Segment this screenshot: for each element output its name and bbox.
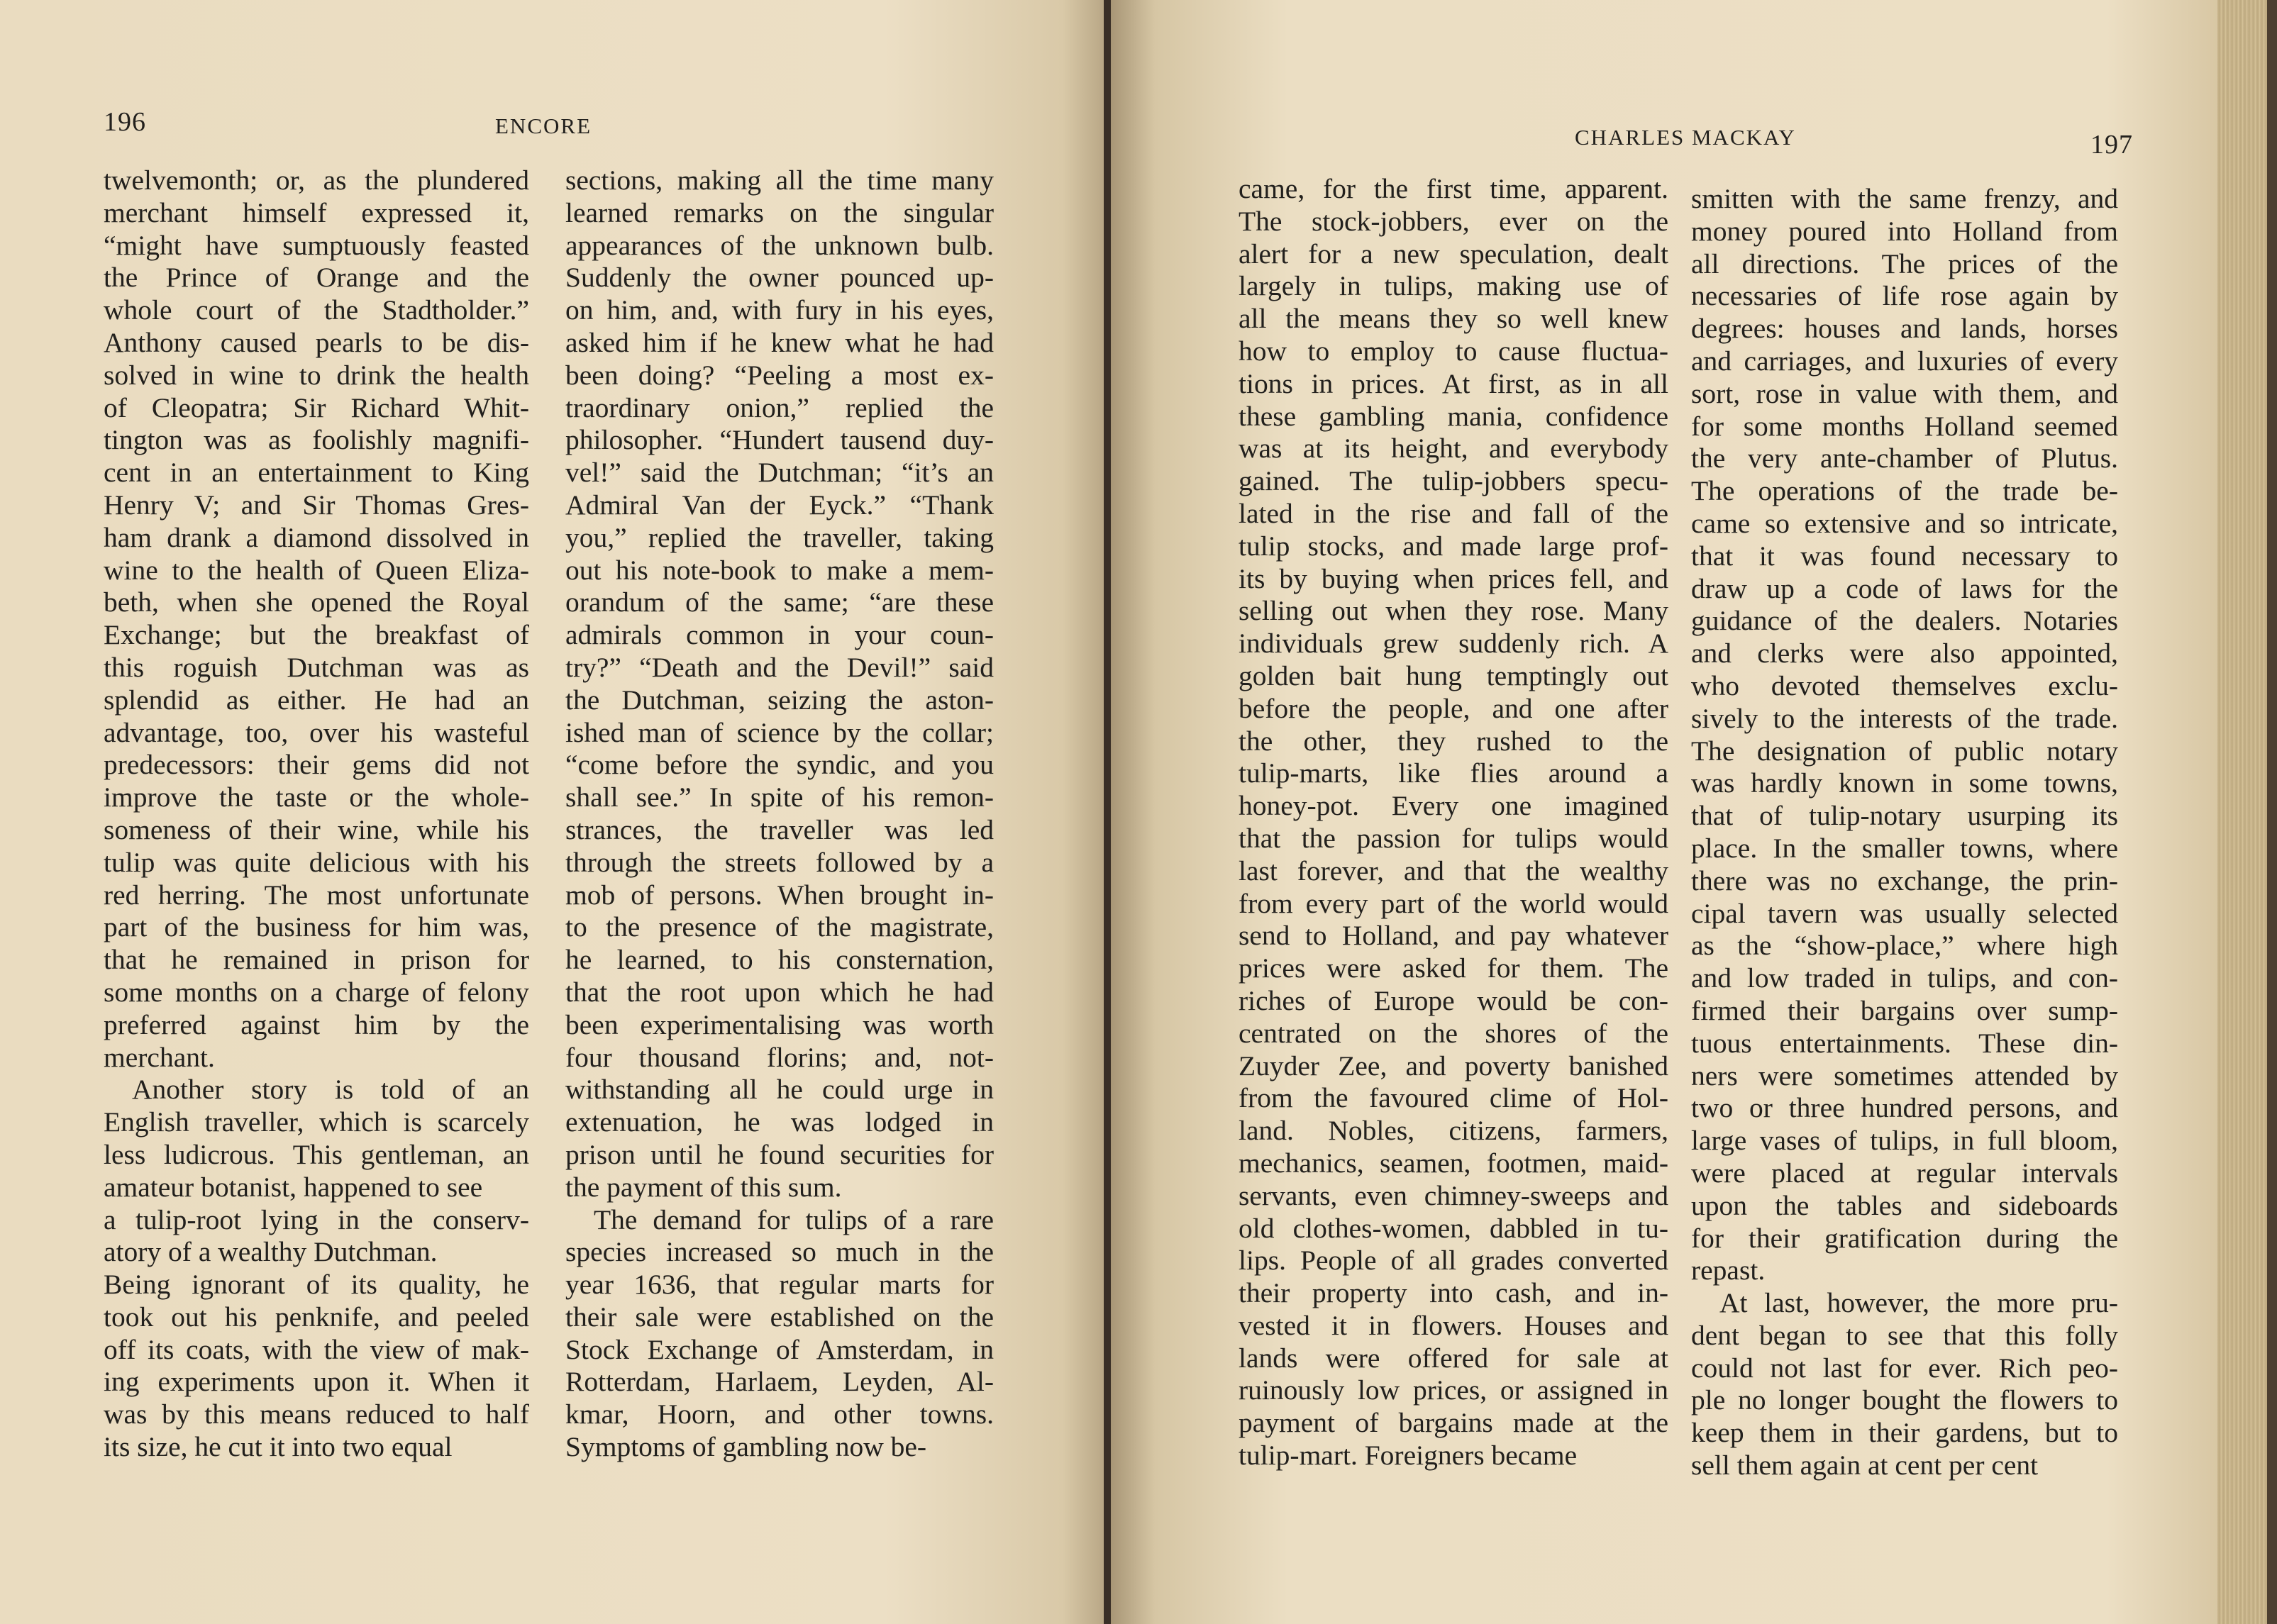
- text-line: ing experiments upon it. When it: [104, 1366, 529, 1398]
- text-line: Exchange; but the breakfast of: [104, 619, 529, 651]
- text-line: atory of a wealthy Dutchman.: [104, 1236, 438, 1268]
- text-line: lated in the rise and fall of the: [1239, 497, 1668, 529]
- text-line: ished man of science by the collar;: [565, 716, 994, 748]
- text-line: land. Nobles, citizens, farmers,: [1239, 1115, 1668, 1147]
- text-line: came so extensive and so intricate,: [1691, 507, 2118, 539]
- text-line: species increased so much in the: [565, 1236, 994, 1268]
- text-line: been experimentalising was worth: [565, 1008, 994, 1040]
- text-line: tions in prices. At first, as in all: [1239, 367, 1668, 399]
- text-line: whole court of the Stadtholder.”: [104, 294, 529, 326]
- text-line: part of the business for him was,: [104, 911, 529, 943]
- text-line: two or three hundred persons, and: [1691, 1092, 2118, 1124]
- text-line: for their gratification during the: [1691, 1222, 2118, 1254]
- text-line: and carriages, and luxuries of every: [1691, 345, 2118, 377]
- text-line: orandum of the same; “are these: [565, 586, 994, 618]
- text-line: Admiral Van der Eyck.” “Thank: [565, 489, 994, 521]
- text-line: golden bait hung temptingly out: [1239, 660, 1668, 691]
- text-line: sections, making all the time many: [565, 165, 994, 196]
- text-line: last forever, and that the wealthy: [1239, 855, 1668, 886]
- text-line: off its coats, with the view of mak-: [104, 1333, 529, 1365]
- text-line: draw up a code of laws for the: [1691, 572, 2118, 604]
- text-line: four thousand florins; and, not-: [565, 1041, 994, 1073]
- right-page: [1111, 0, 2217, 1624]
- text-line: mob of persons. When brought in-: [565, 879, 994, 911]
- text-line: some months on a charge of felony: [104, 976, 529, 1008]
- text-line: lips. People of all grades converted: [1239, 1245, 1668, 1277]
- text-line: before the people, and one after: [1239, 692, 1668, 724]
- text-line: someness of their wine, while his: [104, 813, 529, 845]
- text-line: upon the tables and sideboards: [1691, 1189, 2118, 1221]
- text-line: learned remarks on the singular: [565, 196, 994, 228]
- text-line: vested it in flowers. Houses and: [1239, 1309, 1668, 1341]
- text-line: prices were asked for them. The: [1239, 952, 1668, 984]
- text-line: all directions. The prices of the: [1691, 248, 2118, 279]
- text-line: its size, he cut it into two equal: [104, 1431, 453, 1463]
- text-line: to the presence of the magistrate,: [565, 911, 994, 943]
- text-line: predecessors: their gems did not: [104, 749, 529, 781]
- text-line: who devoted themselves exclu-: [1691, 669, 2118, 701]
- text-line: less ludicrous. This gentleman, an: [104, 1138, 529, 1170]
- text-line: individuals grew suddenly rich. A: [1239, 628, 1668, 660]
- text-line: necessaries of life rose again by: [1691, 280, 2118, 312]
- text-line: smitten with the same frenzy, and: [1691, 183, 2118, 214]
- text-line: the other, they rushed to the: [1239, 725, 1668, 757]
- text-line: admirals common in your coun-: [565, 619, 994, 651]
- text-line: was hardly known in some towns,: [1691, 767, 2118, 799]
- text-line: “might have sumptuously feasted: [104, 229, 529, 261]
- text-line: red herring. The most unfortunate: [104, 879, 529, 911]
- text-line: took out his penknife, and peeled: [104, 1301, 529, 1333]
- text-line: selling out when they rose. Many: [1239, 595, 1668, 627]
- text-line: solved in wine to drink the health: [104, 359, 529, 391]
- left-column-2: [565, 165, 994, 1464]
- text-line: repast.: [1691, 1255, 1766, 1286]
- text-line: firmed their bargains over sump-: [1691, 994, 2118, 1026]
- text-line: place. In the smaller towns, where: [1691, 832, 2118, 864]
- text-line: could not last for ever. Rich peo-: [1691, 1352, 2118, 1384]
- text-line: withstanding all he could urge in: [565, 1074, 994, 1106]
- text-line: that he remained in prison for: [104, 944, 529, 976]
- right-running-head: CHARLES MACKAY: [1575, 125, 1796, 150]
- text-line: for some months Holland seemed: [1691, 410, 2118, 442]
- text-line: degrees: houses and lands, horses: [1691, 313, 2118, 345]
- text-line: been doing? “Peeling a most ex-: [565, 359, 994, 391]
- text-line: kmar, Hoorn, and other towns.: [565, 1398, 994, 1430]
- text-line: cent in an entertainment to King: [104, 457, 529, 489]
- text-line: the Dutchman, seizing the aston-: [565, 684, 994, 716]
- text-line: wine to the health of Queen Eliza-: [104, 554, 529, 586]
- text-line: servants, even chimney-sweeps and: [1239, 1179, 1668, 1211]
- text-line: largely in tulips, making use of: [1239, 270, 1668, 302]
- text-line: of Cleopatra; Sir Richard Whit-: [104, 391, 529, 423]
- text-line: English traveller, which is scarcely: [104, 1106, 529, 1138]
- text-line: he learned, to his consternation,: [565, 944, 994, 976]
- text-line: you,” replied the traveller, taking: [565, 521, 994, 553]
- text-line: as the “show-place,” where high: [1691, 930, 2118, 962]
- text-line: sively to the interests of the trade.: [1691, 702, 2118, 734]
- text-line: sort, rose in value with them, and: [1691, 377, 2118, 409]
- text-line: Rotterdam, Harlaem, Leyden, Al-: [565, 1366, 994, 1398]
- text-line: and clerks were also appointed,: [1691, 638, 2118, 669]
- text-line: try?” “Death and the Devil!” said: [565, 651, 994, 683]
- text-line: sell them again at cent per cent: [1691, 1450, 2039, 1481]
- text-line: keep them in their gardens, but to: [1691, 1417, 2118, 1449]
- text-line: from every part of the world would: [1239, 887, 1668, 919]
- text-line: that the passion for tulips would: [1239, 822, 1668, 854]
- text-line: this roguish Dutchman was as: [104, 651, 529, 683]
- text-line: The stock-jobbers, ever on the: [1239, 205, 1668, 237]
- text-line: from the favoured clime of Hol-: [1239, 1082, 1668, 1114]
- text-line: The demand for tulips of a rare: [594, 1203, 994, 1235]
- text-line: tulip stocks, and made large prof-: [1239, 530, 1668, 562]
- text-line: how to employ to cause fluctua-: [1239, 335, 1668, 367]
- text-line: money poured into Holland from: [1691, 215, 2118, 247]
- text-line: ham drank a diamond dissolved in: [104, 521, 529, 553]
- text-line: out his note-book to make a mem-: [565, 554, 994, 586]
- text-line: their sale were established on the: [565, 1301, 994, 1333]
- left-running-head: ENCORE: [495, 113, 592, 138]
- text-line: old clothes-women, dabbled in tu-: [1239, 1212, 1668, 1244]
- text-line: payment of bargains made at the: [1239, 1407, 1668, 1439]
- text-line: Symptoms of gambling now be-: [565, 1431, 927, 1463]
- text-line: lands were offered for sale at: [1239, 1342, 1668, 1374]
- text-line: splendid as either. He had an: [104, 684, 529, 716]
- text-line: tulip was quite delicious with his: [104, 846, 529, 878]
- text-line: traordinary onion,” replied the: [565, 391, 994, 423]
- right-column-2: [1691, 183, 2118, 1482]
- left-page-number: 196: [104, 107, 146, 137]
- text-line: riches of Europe would be con-: [1239, 984, 1668, 1016]
- text-line: vel!” said the Dutchman; “it’s an: [565, 457, 994, 489]
- text-line: twelvemonth; or, as the plundered: [104, 165, 529, 196]
- text-line: and low traded in tulips, and con-: [1691, 962, 2118, 994]
- right-page-number: 197: [2090, 130, 2133, 160]
- text-line: Being ignorant of its quality, he: [104, 1269, 529, 1301]
- text-line: the very ante-chamber of Plutus.: [1691, 443, 2118, 474]
- text-line: all the means they so well knew: [1239, 303, 1668, 335]
- text-line: the Prince of Orange and the: [104, 262, 529, 294]
- text-line: there was no exchange, the prin-: [1691, 864, 2118, 896]
- text-line: extenuation, he was lodged in: [565, 1106, 994, 1138]
- text-line: Henry V; and Sir Thomas Gres-: [104, 489, 529, 521]
- text-line: improve the taste or the whole-: [104, 782, 529, 813]
- text-line: tuous entertainments. These din-: [1691, 1027, 2118, 1059]
- right-column-1: [1239, 173, 1668, 1472]
- text-line: send to Holland, and pay whatever: [1239, 920, 1668, 952]
- left-page: [0, 0, 1107, 1624]
- cover-edge: [2267, 0, 2277, 1624]
- text-line: a tulip-root lying in the conserv-: [104, 1203, 529, 1235]
- text-line: guidance of the dealers. Notaries: [1691, 605, 2118, 637]
- text-line: Stock Exchange of Amsterdam, in: [565, 1333, 994, 1365]
- text-line: through the streets followed by a: [565, 846, 994, 878]
- text-line: ple no longer bought the flowers to: [1691, 1384, 2118, 1416]
- text-line: large vases of tulips, in full bloom,: [1691, 1125, 2118, 1157]
- text-line: was by this means reduced to half: [104, 1398, 529, 1430]
- text-line: beth, when she opened the Royal: [104, 586, 529, 618]
- text-line: The operations of the trade be-: [1691, 475, 2118, 507]
- text-line: appearances of the unknown bulb.: [565, 229, 994, 261]
- text-line: preferred against him by the: [104, 1008, 529, 1040]
- text-line: philosopher. “Hundert tausend duy-: [565, 424, 994, 456]
- text-line: mechanics, seamen, footmen, maid-: [1239, 1147, 1668, 1179]
- text-line: dent began to see that this folly: [1691, 1319, 2118, 1351]
- text-line: that of tulip-notary usurping its: [1691, 800, 2118, 832]
- text-line: gained. The tulip-jobbers specu-: [1239, 465, 1668, 497]
- text-line: on him, and, with fury in his eyes,: [565, 294, 994, 326]
- text-line: At last, however, the more pru-: [1719, 1287, 2118, 1319]
- text-line: cipal tavern was usually selected: [1691, 897, 2118, 929]
- text-line: their property into cash, and in-: [1239, 1277, 1668, 1309]
- text-line: the payment of this sum.: [565, 1171, 842, 1203]
- text-line: Suddenly the owner pounced up-: [565, 262, 994, 294]
- text-line: honey-pot. Every one imagined: [1239, 790, 1668, 822]
- text-line: ruinously low prices, or assigned in: [1239, 1374, 1668, 1406]
- left-column-1: [104, 165, 529, 1464]
- text-line: year 1636, that regular marts for: [565, 1269, 994, 1301]
- text-line: asked him if he knew what he had: [565, 326, 994, 358]
- text-line: were placed at regular intervals: [1691, 1157, 2118, 1189]
- text-line: Zuyder Zee, and poverty banished: [1239, 1050, 1668, 1081]
- text-line: The designation of public notary: [1691, 735, 2118, 767]
- text-line: that the root upon which he had: [565, 976, 994, 1008]
- text-line: amateur botanist, happened to see: [104, 1171, 483, 1203]
- text-line: prison until he found securities for: [565, 1138, 994, 1170]
- text-line: tulip-mart. Foreigners became: [1239, 1440, 1578, 1472]
- text-line: “come before the syndic, and you: [565, 749, 994, 781]
- text-line: advantage, too, over his wasteful: [104, 716, 529, 748]
- text-line: these gambling mania, confidence: [1239, 400, 1668, 432]
- text-line: ners were sometimes attended by: [1691, 1060, 2118, 1091]
- text-line: merchant himself expressed it,: [104, 196, 529, 228]
- text-line: tulip-marts, like flies around a: [1239, 757, 1668, 789]
- text-line: that it was found necessary to: [1691, 540, 2118, 572]
- text-line: came, for the first time, apparent.: [1239, 173, 1668, 204]
- text-line: strances, the traveller was led: [565, 813, 994, 845]
- text-line: alert for a new speculation, dealt: [1239, 238, 1668, 269]
- text-line: was at its height, and everybody: [1239, 433, 1668, 465]
- text-line: shall see.” In spite of his remon-: [565, 782, 994, 813]
- text-line: Anthony caused pearls to be dis-: [104, 326, 529, 358]
- text-line: its by buying when prices fell, and: [1239, 562, 1668, 594]
- text-line: Another story is told of an: [132, 1074, 529, 1106]
- text-line: merchant.: [104, 1041, 215, 1073]
- text-line: tington was as foolishly magnifi-: [104, 424, 529, 456]
- text-line: centrated on the shores of the: [1239, 1017, 1668, 1049]
